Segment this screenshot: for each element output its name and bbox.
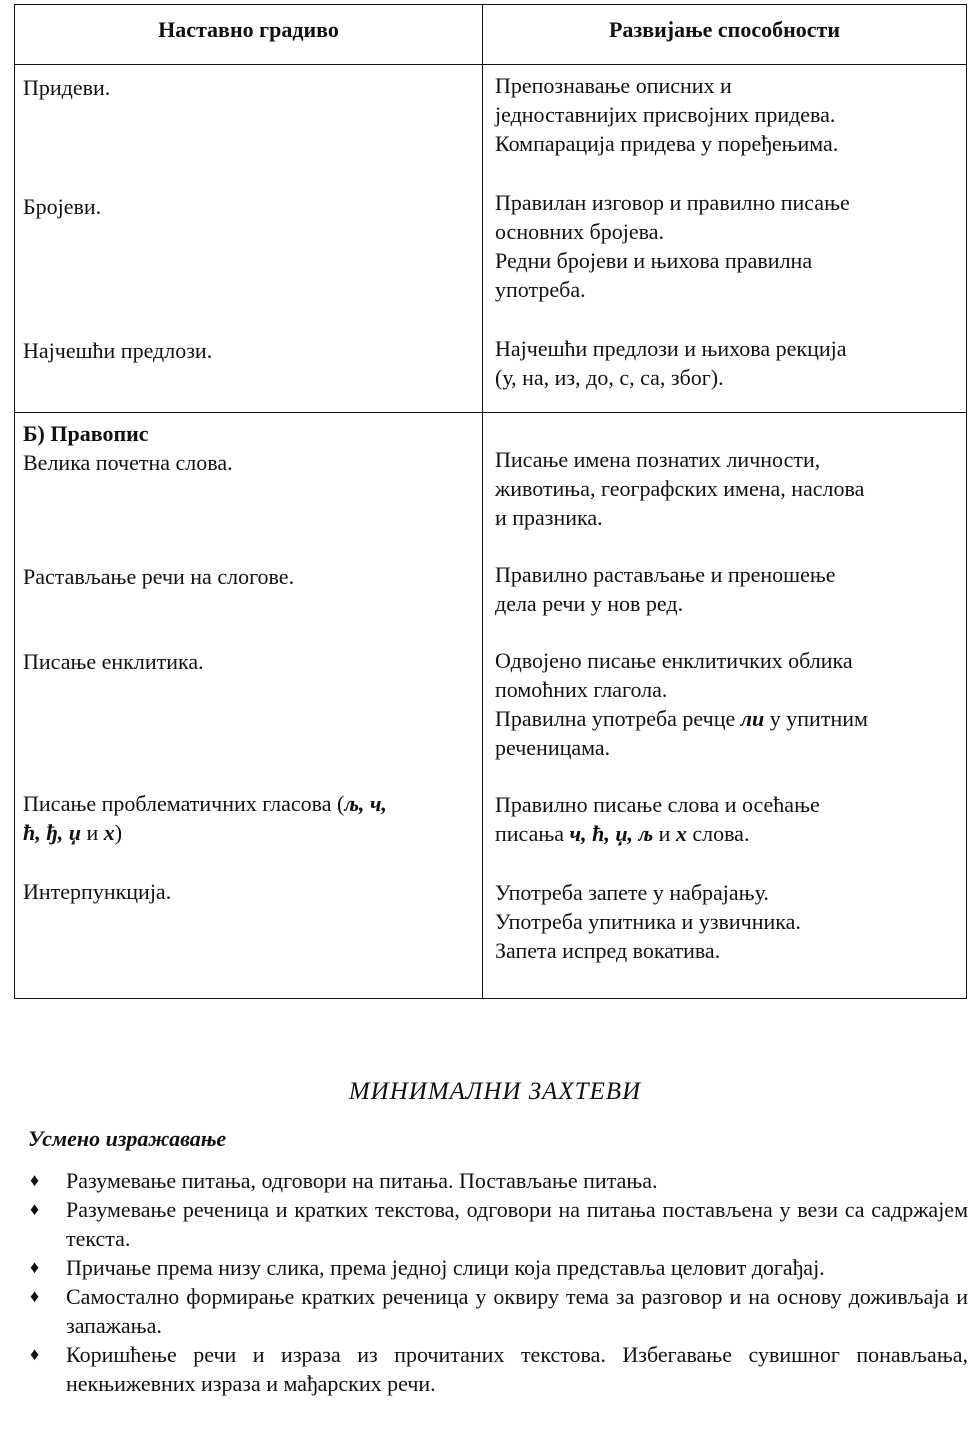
topic-punctuation: Интерпункција. — [23, 879, 172, 904]
letters-fragment: ћ, ђ, џ — [23, 820, 81, 845]
ability-line: животиња, географских имена, наслова — [495, 476, 865, 501]
list-item — [28, 1195, 968, 1253]
ability-line: Одвојено писање енклитичких облика — [495, 648, 853, 673]
diamond-bullet-icon: ♦ — [30, 1286, 40, 1306]
ability-line: реченицама. — [495, 735, 611, 760]
ability-line — [495, 819, 958, 848]
text-fragment: писања — [495, 821, 570, 846]
diamond-bullet-icon: ♦ — [30, 1257, 40, 1277]
ability-line: основних бројева. — [495, 219, 664, 244]
orthography-abilities-cell — [483, 413, 967, 999]
header-teaching-material: Наставно градиво — [15, 5, 483, 65]
section-title-orthography: Б) Правопис — [23, 421, 149, 446]
ability-line: (у, на, из, до, с, са, због). — [495, 365, 724, 390]
letters-fragment: х — [675, 821, 687, 846]
table-row-orthography — [15, 413, 967, 999]
list-item — [28, 1282, 968, 1340]
list-item-text: Разумевање реченица и кратких текстова, одговори на питања постављена у вези са садржајем текста. — [66, 1197, 968, 1251]
minimum-requirements-list — [28, 1166, 968, 1398]
ability-line: Употреба запете у набрајању. — [495, 880, 769, 905]
diamond-bullet-icon: ♦ — [30, 1344, 40, 1364]
ability-adjectives — [495, 71, 958, 158]
topic-adjectives: Придеви. — [23, 75, 111, 100]
ability-line: Правилан изговор и правилно писање — [495, 190, 850, 215]
ability-line: Писање имена познатих личности, — [495, 447, 821, 472]
table-row-grammar — [15, 65, 967, 413]
list-item-text: Самостално формирање кратких реченица у оквиру тема за разговор и на основу доживљаја и запажања. — [66, 1284, 968, 1338]
header-developing-abilities: Развијање способности — [483, 5, 967, 65]
ability-line: Употреба упитника и узвичника. — [495, 909, 801, 934]
letters-fragment: љ, ч, — [344, 791, 387, 816]
oral-expression-subtitle: Усмено изражавање — [28, 1126, 227, 1151]
list-item — [28, 1166, 968, 1195]
ability-line: једноставнијих присвојних придева. — [495, 102, 836, 127]
grammar-abilities-cell — [483, 65, 967, 413]
list-item-text: Разумевање питања, одговори на питања. Постављање питања. — [66, 1168, 658, 1193]
minimum-requirements-title: МИНИМАЛНИ ЗАХТЕВИ — [348, 1078, 642, 1105]
ability-line: Најчешћи предлози и њихова рекција — [495, 336, 847, 361]
text-fragment: слова. — [686, 821, 750, 846]
orthography-topics-cell — [15, 413, 483, 999]
topic-capital-letters: Велика почетна слова. — [23, 450, 233, 475]
topic-syllables: Растављање речи на слогове. — [23, 564, 295, 589]
diamond-bullet-icon: ♦ — [30, 1170, 40, 1190]
ability-line: Редни бројеви и њихова правилна — [495, 248, 813, 273]
ability-numbers — [495, 188, 958, 304]
ability-syllables — [495, 560, 958, 618]
ability-line: Препознавање описних и — [495, 73, 732, 98]
text-fragment: и — [80, 820, 104, 845]
list-item-text: Коришћење речи и израза из прочитаних текстова. Избегавање сувишног понављања, некњижевних израза и мађарских речи. — [66, 1342, 968, 1396]
ability-line: помоћних глагола. — [495, 677, 668, 702]
ability-prepositions — [495, 334, 958, 392]
text-fragment: у упитним — [764, 706, 868, 731]
grammar-topics-cell — [15, 65, 483, 413]
topic-prepositions: Најчешћи предлози. — [23, 338, 213, 363]
text-fragment: ) — [114, 820, 123, 845]
ability-problematic-sounds — [495, 790, 958, 848]
ability-punctuation — [495, 878, 958, 965]
ability-line: Правилно растављање и преношење — [495, 562, 836, 587]
topic-numbers: Бројеви. — [23, 194, 102, 219]
topic-enclitics: Писање енклитика. — [23, 649, 204, 674]
ability-enclitics — [495, 646, 958, 762]
list-item — [28, 1253, 968, 1282]
diamond-bullet-icon: ♦ — [30, 1199, 40, 1219]
ability-line: дела речи у нов ред. — [495, 591, 684, 616]
ability-line: Запета испред вокатива. — [495, 938, 721, 963]
topic-problematic-sounds — [23, 789, 474, 847]
ability-line: Компарација придева у поређењима. — [495, 131, 839, 156]
letters-fragment: ч, ћ, џ, љ — [569, 821, 654, 846]
curriculum-table — [14, 4, 967, 999]
ability-capital-letters — [495, 445, 958, 532]
particle-fragment: ли — [740, 706, 765, 731]
text-fragment: Писање проблематичних гласова ( — [23, 791, 345, 816]
table-header-row — [15, 5, 967, 65]
list-item-text: Причање према низу слика, према једној слици која представља целовит догађај. — [66, 1255, 825, 1280]
ability-line: Правилно писање слова и осећање — [495, 792, 820, 817]
ability-line: употреба. — [495, 277, 586, 302]
ability-line: и празника. — [495, 505, 603, 530]
list-item — [28, 1340, 968, 1398]
ability-line — [495, 704, 958, 733]
letters-fragment: х — [103, 820, 115, 845]
text-fragment: Правилна употреба речце — [495, 706, 741, 731]
text-fragment: и — [653, 821, 676, 846]
